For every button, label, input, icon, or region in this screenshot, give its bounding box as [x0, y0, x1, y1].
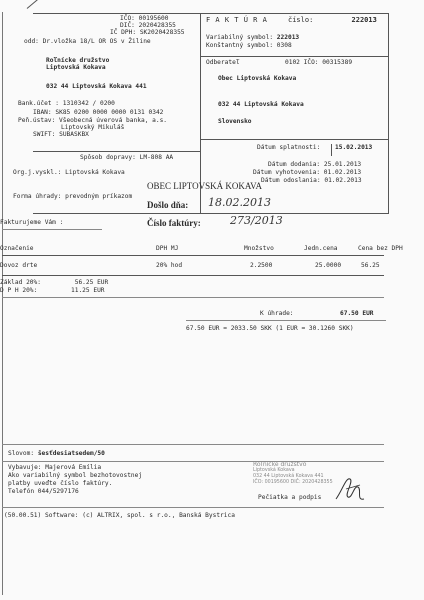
- frame-bottom-line: [33, 213, 389, 214]
- supplier-bank-account: Bank.účet : 1310342 / 0200: [18, 100, 115, 107]
- row-price: 25.0000: [315, 262, 342, 269]
- corner-diagonal: [27, 0, 44, 9]
- customer-label: Odberateľ: [206, 59, 240, 66]
- frame-right-line: [388, 13, 389, 213]
- customer-ico: 0102 IČO: 00315389: [285, 59, 353, 66]
- invoice-title: F A K T Ú R A: [206, 16, 268, 24]
- customer-address: 032 44 Liptovská Kokava: [218, 101, 304, 108]
- due-label: Dátum splatnosti:: [257, 144, 321, 151]
- table-header-line: [2, 255, 384, 256]
- supplier-register: odd: Dr.vložka 18/L OR OS v Žiline: [24, 38, 151, 45]
- supplier-swift: SWIFT: SUBASKBX: [33, 131, 89, 138]
- invoiced-label: Fakturujeme Vám :: [0, 219, 64, 226]
- supplier-icdph: IČ DPH: SK2020428355: [110, 29, 185, 36]
- footer-phone: Telefón 044/5297176: [8, 488, 79, 495]
- stamp-line4: IČO: 00195600 DIČ: 2020428355: [253, 480, 333, 485]
- supplier-address: 032 44 Liptovská Kokava 441: [46, 83, 147, 90]
- vat-amount: D P H 20%: 11.25 EUR: [0, 287, 105, 294]
- footer-note-line2: platby uveďte číslo faktúry.: [8, 480, 113, 487]
- vat-base: Základ 20%: 56.25 EUR: [0, 279, 109, 286]
- receipt-stamp-received-label: Došlo dňa:: [147, 200, 189, 210]
- receipt-received-date: 18.02.2013: [208, 196, 271, 209]
- table-footer-line: [2, 275, 384, 276]
- stamp-line1: Roľnícke družstvo: [253, 461, 307, 468]
- table-header-price: Jedn.cena: [304, 245, 338, 252]
- currency-conversion: 67.50 EUR = 2033.50 SKK (1 EUR = 30.1260 SKK): [186, 325, 354, 332]
- amount-due: 67.50 EUR: [340, 310, 374, 317]
- divider-transport: [33, 151, 201, 152]
- issuer-unit: Org.j.vyskl.: Liptovská Kokava: [13, 169, 125, 176]
- supplier-bank: Peň.ústav: Všeobecná úverová banka, a.s.: [18, 117, 168, 124]
- divider-supplier-customer: [200, 56, 388, 57]
- issued-by: Vybavuje: Majerová Emília: [8, 464, 102, 471]
- supplier-ico: IČO: 00195600: [120, 15, 169, 22]
- receipt-stamp-org: OBEC LIPTOVSKÁ KOKAVA: [147, 181, 263, 191]
- supplier-name-line1: Roľnícke družstvo: [46, 57, 110, 64]
- delivery-date: Dátum dodania: 25.01.2013: [268, 161, 362, 168]
- sent-date: Dátum odoslania: 01.02.2013: [261, 177, 362, 184]
- stamp-line3: 032 44 Liptovská Kokava 441: [253, 474, 324, 479]
- summary-line: [2, 297, 384, 298]
- row-total: 56.25: [361, 262, 380, 269]
- amount-due-label: K úhrade:: [260, 310, 294, 317]
- software-credit: (50.00.51) Software: (c) ALTRIX, spol. s r.o., Banská Bystrica: [4, 512, 235, 519]
- constant-symbol: Konštantný symbol: 0308: [206, 42, 292, 49]
- table-header-name: Označenie: [0, 245, 34, 252]
- footer-note-line1: Ako variabilný symbol bezhotovostnej: [8, 472, 143, 479]
- receipt-invoice-number: 273/2013: [230, 214, 283, 227]
- supplier-bank-city: Liptovský Mikuláš: [61, 124, 125, 131]
- customer-country: Slovensko: [218, 118, 252, 125]
- table-header-vat: DPH MJ: [156, 245, 179, 252]
- row-name: Dovoz drte: [0, 262, 38, 269]
- variable-symbol: Variabilný symbol: 222013: [206, 34, 300, 41]
- frame-top-line: [33, 13, 388, 14]
- handwritten-signature: [332, 471, 368, 507]
- supplier-dic: DIČ: 2020428355: [120, 22, 176, 29]
- payment-form: Forma úhrady: prevodným príkazom: [13, 193, 133, 200]
- customer-name: Obec Liptovská Kokava: [218, 75, 297, 82]
- signature-label: Pečiatka a podpis: [258, 494, 322, 501]
- divider-due: [200, 139, 388, 140]
- row-vat: 20% hod: [156, 262, 183, 269]
- amount-in-words: Slovom: šesťdesiatsedem/50: [8, 450, 105, 457]
- receipt-stamp-number-label: Číslo faktúry:: [147, 218, 201, 228]
- transport: Spôsob dopravy: LM-808 AA: [80, 154, 174, 161]
- divider-invoiced: [2, 229, 102, 230]
- footer-box-line: [2, 507, 384, 508]
- supplier-name-line2: Liptovská Kokava: [46, 64, 106, 71]
- company-stamp: [253, 462, 333, 486]
- table-header-qty: Množstvo: [244, 245, 274, 252]
- row-qty: 2.2500: [250, 262, 273, 269]
- amount-due-line: [186, 320, 386, 321]
- invoice-number: číslo: 222013: [288, 16, 377, 24]
- issued-date: Dátum vyhotovenia: 01.02.2013: [253, 169, 362, 176]
- table-header-total: Cena bez DPH: [358, 245, 403, 252]
- words-top-line: [2, 444, 384, 445]
- supplier-iban: IBAN: SK85 0200 0000 0000 0131 0342: [33, 109, 164, 116]
- stamp-line2: Liptovská Kokava: [253, 468, 295, 473]
- due-date: 15.02.2013: [331, 144, 372, 156]
